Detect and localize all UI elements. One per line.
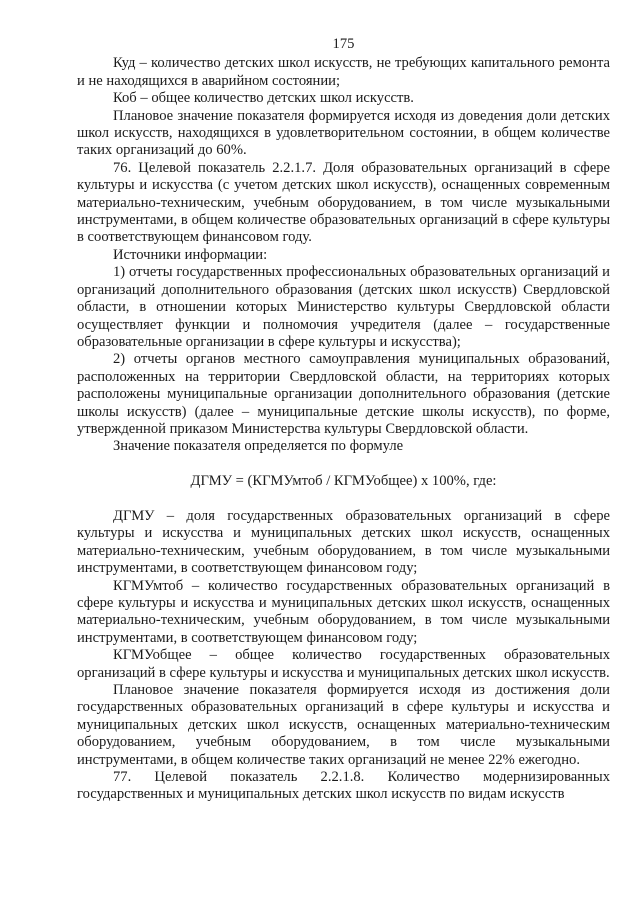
document-page [77, 36, 610, 804]
paragraph-formula-intro: Значение показателя определяется по формуле [113, 438, 404, 455]
paragraph-kob-definition: Коб – общее количество детских школ искусств. [113, 90, 414, 107]
paragraph-kgmuobshchee-definition: КГМУобщее – общее количество государственных образовательных организаций в сфере культуры и искусства и муниципальных детских школ искусств. [77, 647, 610, 681]
paragraph-indicator-2-2-1-7: 76. Целевой показатель 2.2.1.7. Доля образовательных организаций в сфере культуры и искусства (с учетом детских школ искусств), оснащенных современным материально-техническим, учебным оборудованием, в том числе музыкальными инструментами, в общем количестве образовательных организаций в сфере культуры в соответствующем финансовом году. [77, 159, 610, 246]
paragraph-indicator-2-2-1-8: 77. Целевой показатель 2.2.1.8. Количество модернизированных государственных и муниципальных детских школ искусств по видам искусств [77, 769, 610, 803]
paragraph-source-1: 1) отчеты государственных профессиональных образовательных организаций и организаций дополнительного образования (детских школ искусств) Свердловской области, в отношении которых Министерство культуры Свердловской области осуществляет функции и полномочия учредителя (далее – государственные образовательные организации в сфере культуры и искусства); [77, 264, 610, 350]
paragraph-planned-value-60: Плановое значение показателя формируется исходя из доведения доли детских школ искусств, находящихся в удовлетворительном состоянии, в общем количестве таких организаций до 60%. [77, 107, 610, 159]
paragraph-kud-definition: Куд – количество детских школ искусств, не требующих капитального ремонта и не находящихся в аварийном состоянии; [77, 55, 610, 89]
paragraph-dgmu-definition: ДГМУ – доля государственных образовательных организаций в сфере культуры и искусства и муниципальных детских школ искусств, оснащенных материально-техническим, учебным оборудованием, в том числе музыкальными инструментами, в соответствующем финансовом году; [77, 507, 610, 577]
paragraph-source-2: 2) отчеты органов местного самоуправления муниципальных образований, расположенных на территории Свердловской области, на территориях которых расположены муниципальные организации дополнительного образования (детские школы искусств) (далее – муниципальные детские школы искусств), по форме, утвержденной приказом Министерства культуры Свердловской области. [77, 351, 610, 437]
paragraph-sources-heading: Источники информации: [113, 246, 268, 263]
formula: ДГМУ = (КГМУмтоб / КГМУобщее) х 100%, где: [190, 473, 497, 490]
paragraph-planned-value-22: Плановое значение показателя формируется исходя из достижения доли государственных образовательных организаций в сфере культуры и искусства и муниципальных детских школ искусств, оснащенных материально-техническим оборудованием, учебным оборудованием, в том числе музыкальными инструментами, в общем количестве таких организаций не менее 22% ежегодно. [77, 682, 610, 768]
paragraph-kgmumtob-definition: КГМУмтоб – количество государственных образовательных организаций в сфере культуры и искусства и муниципальных детских школ искусств, оснащенных материально-техническим, учебным оборудованием, в том числе музыкальными инструментами, в соответствующем финансовом году; [77, 577, 610, 646]
page-number: 175 [332, 36, 355, 52]
